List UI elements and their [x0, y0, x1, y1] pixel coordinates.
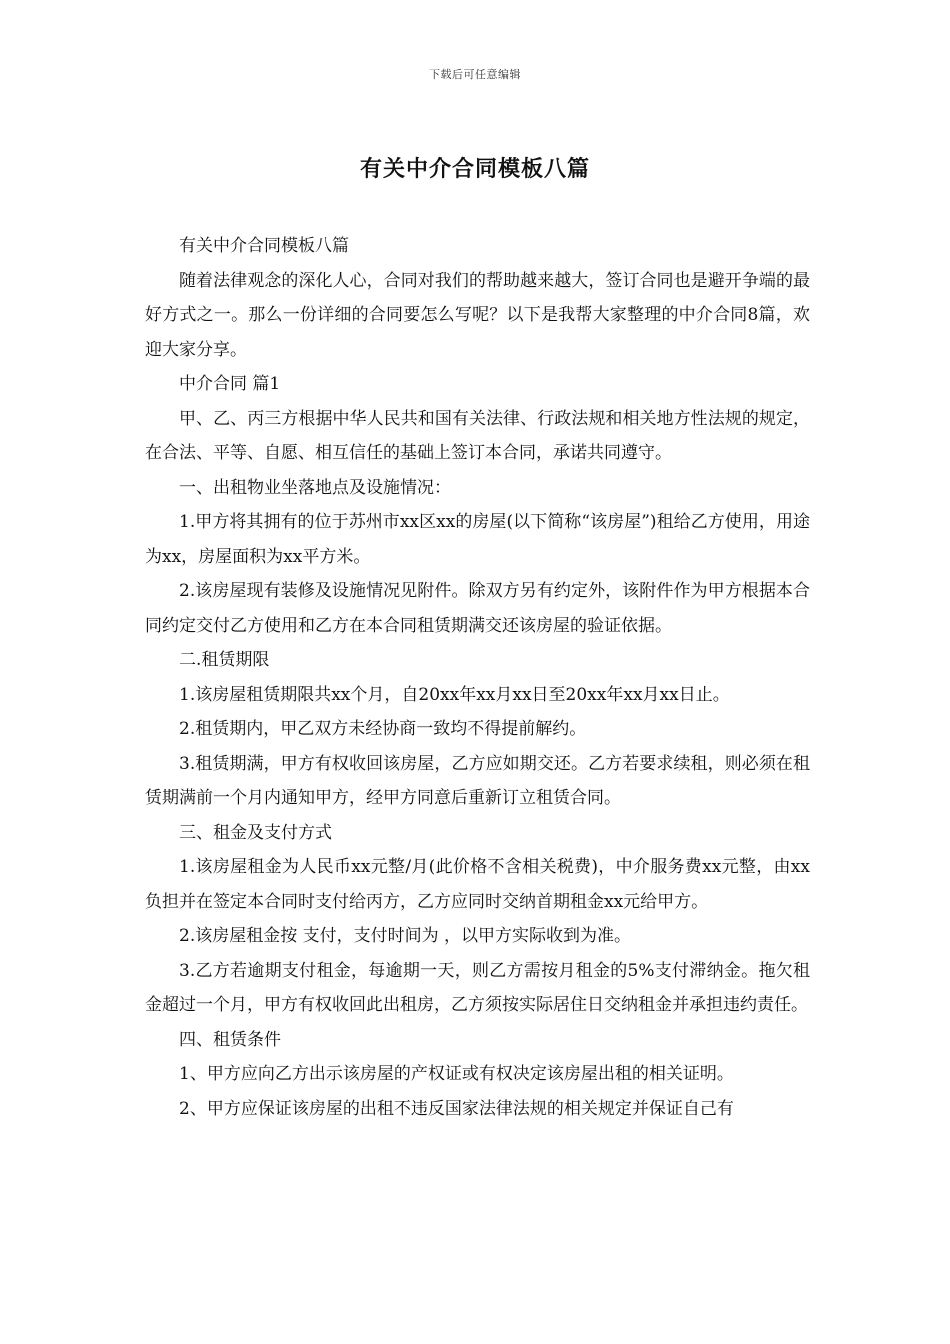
paragraph: 三、租金及支付方式: [179, 822, 332, 843]
paragraph: 1.该房屋租金为人民币xx元整/月(此价格不含相关税费)，中介服务费xx元整，由xx负担并在签定本合同时支付给丙方，乙方应同时交纳首期租金xx元给甲方。: [145, 857, 810, 912]
paragraph: 四、租赁条件: [179, 1029, 281, 1050]
header-note: 下载后可任意编辑: [429, 68, 521, 81]
paragraph: 二.租赁期限: [179, 650, 270, 670]
paragraph: 随着法律观念的深化人心，合同对我们的帮助越来越大，签订合同也是避开争端的最好方式之一。那么一份详细的合同要怎么写呢？以下是我帮大家整理的中介合同8篇，欢迎大家分享。: [145, 270, 810, 360]
paragraph: 2.该房屋现有装修及设施情况见附件。除双方另有约定外，该附件作为甲方根据本合同约定交付乙方使用和乙方在本合同租赁期满交还该房屋的验证依据。: [145, 581, 810, 636]
paragraph: 甲、乙、丙三方根据中华人民共和国有关法律、行政法规和相关地方性法规的规定，在合法、平等、自愿、相互信任的基础上签订本合同，承诺共同遵守。: [145, 408, 810, 463]
paragraph: 1.该房屋租赁期限共xx个月，自20xx年xx月xx日至20xx年xx月xx日止。: [179, 684, 730, 705]
paragraph: 一、出租物业坐落地点及设施情况：: [179, 477, 451, 498]
paragraph: 2、甲方应保证该房屋的出租不违反国家法律法规的相关规定并保证自己有: [179, 1098, 734, 1119]
document-body: [145, 229, 810, 1126]
paragraph: 3.乙方若逾期支付租金，每逾期一天，则乙方需按月租金的5%支付滞纳金。拖欠租金超过一个月，甲方有权收回此出租房，乙方须按实际居住日交纳租金并承担违约责任。: [145, 960, 810, 1015]
paragraph: 1、甲方应向乙方出示该房屋的产权证或有权决定该房屋出租的相关证明。: [179, 1064, 734, 1084]
paragraph: 2.租赁期内，甲乙双方未经协商一致均不得提前解约。: [179, 719, 587, 739]
paragraph: 有关中介合同模板八篇: [179, 236, 349, 256]
paragraph: 2.该房屋租金按 支付，支付时间为 ，以甲方实际收到为准。: [179, 926, 632, 946]
paragraph: 3.租赁期满，甲方有权收回该房屋，乙方应如期交还。乙方若要求续租，则必须在租赁期满前一个月内通知甲方，经甲方同意后重新订立租赁合同。: [145, 753, 810, 808]
paragraph: 1.甲方将其拥有的位于苏州市xx区xx的房屋(以下简称“该房屋”)租给乙方使用，用途为xx，房屋面积为xx平方米。: [145, 512, 810, 567]
document-title: 有关中介合同模板八篇: [359, 156, 590, 182]
paragraph: 中介合同 篇1: [179, 374, 281, 394]
